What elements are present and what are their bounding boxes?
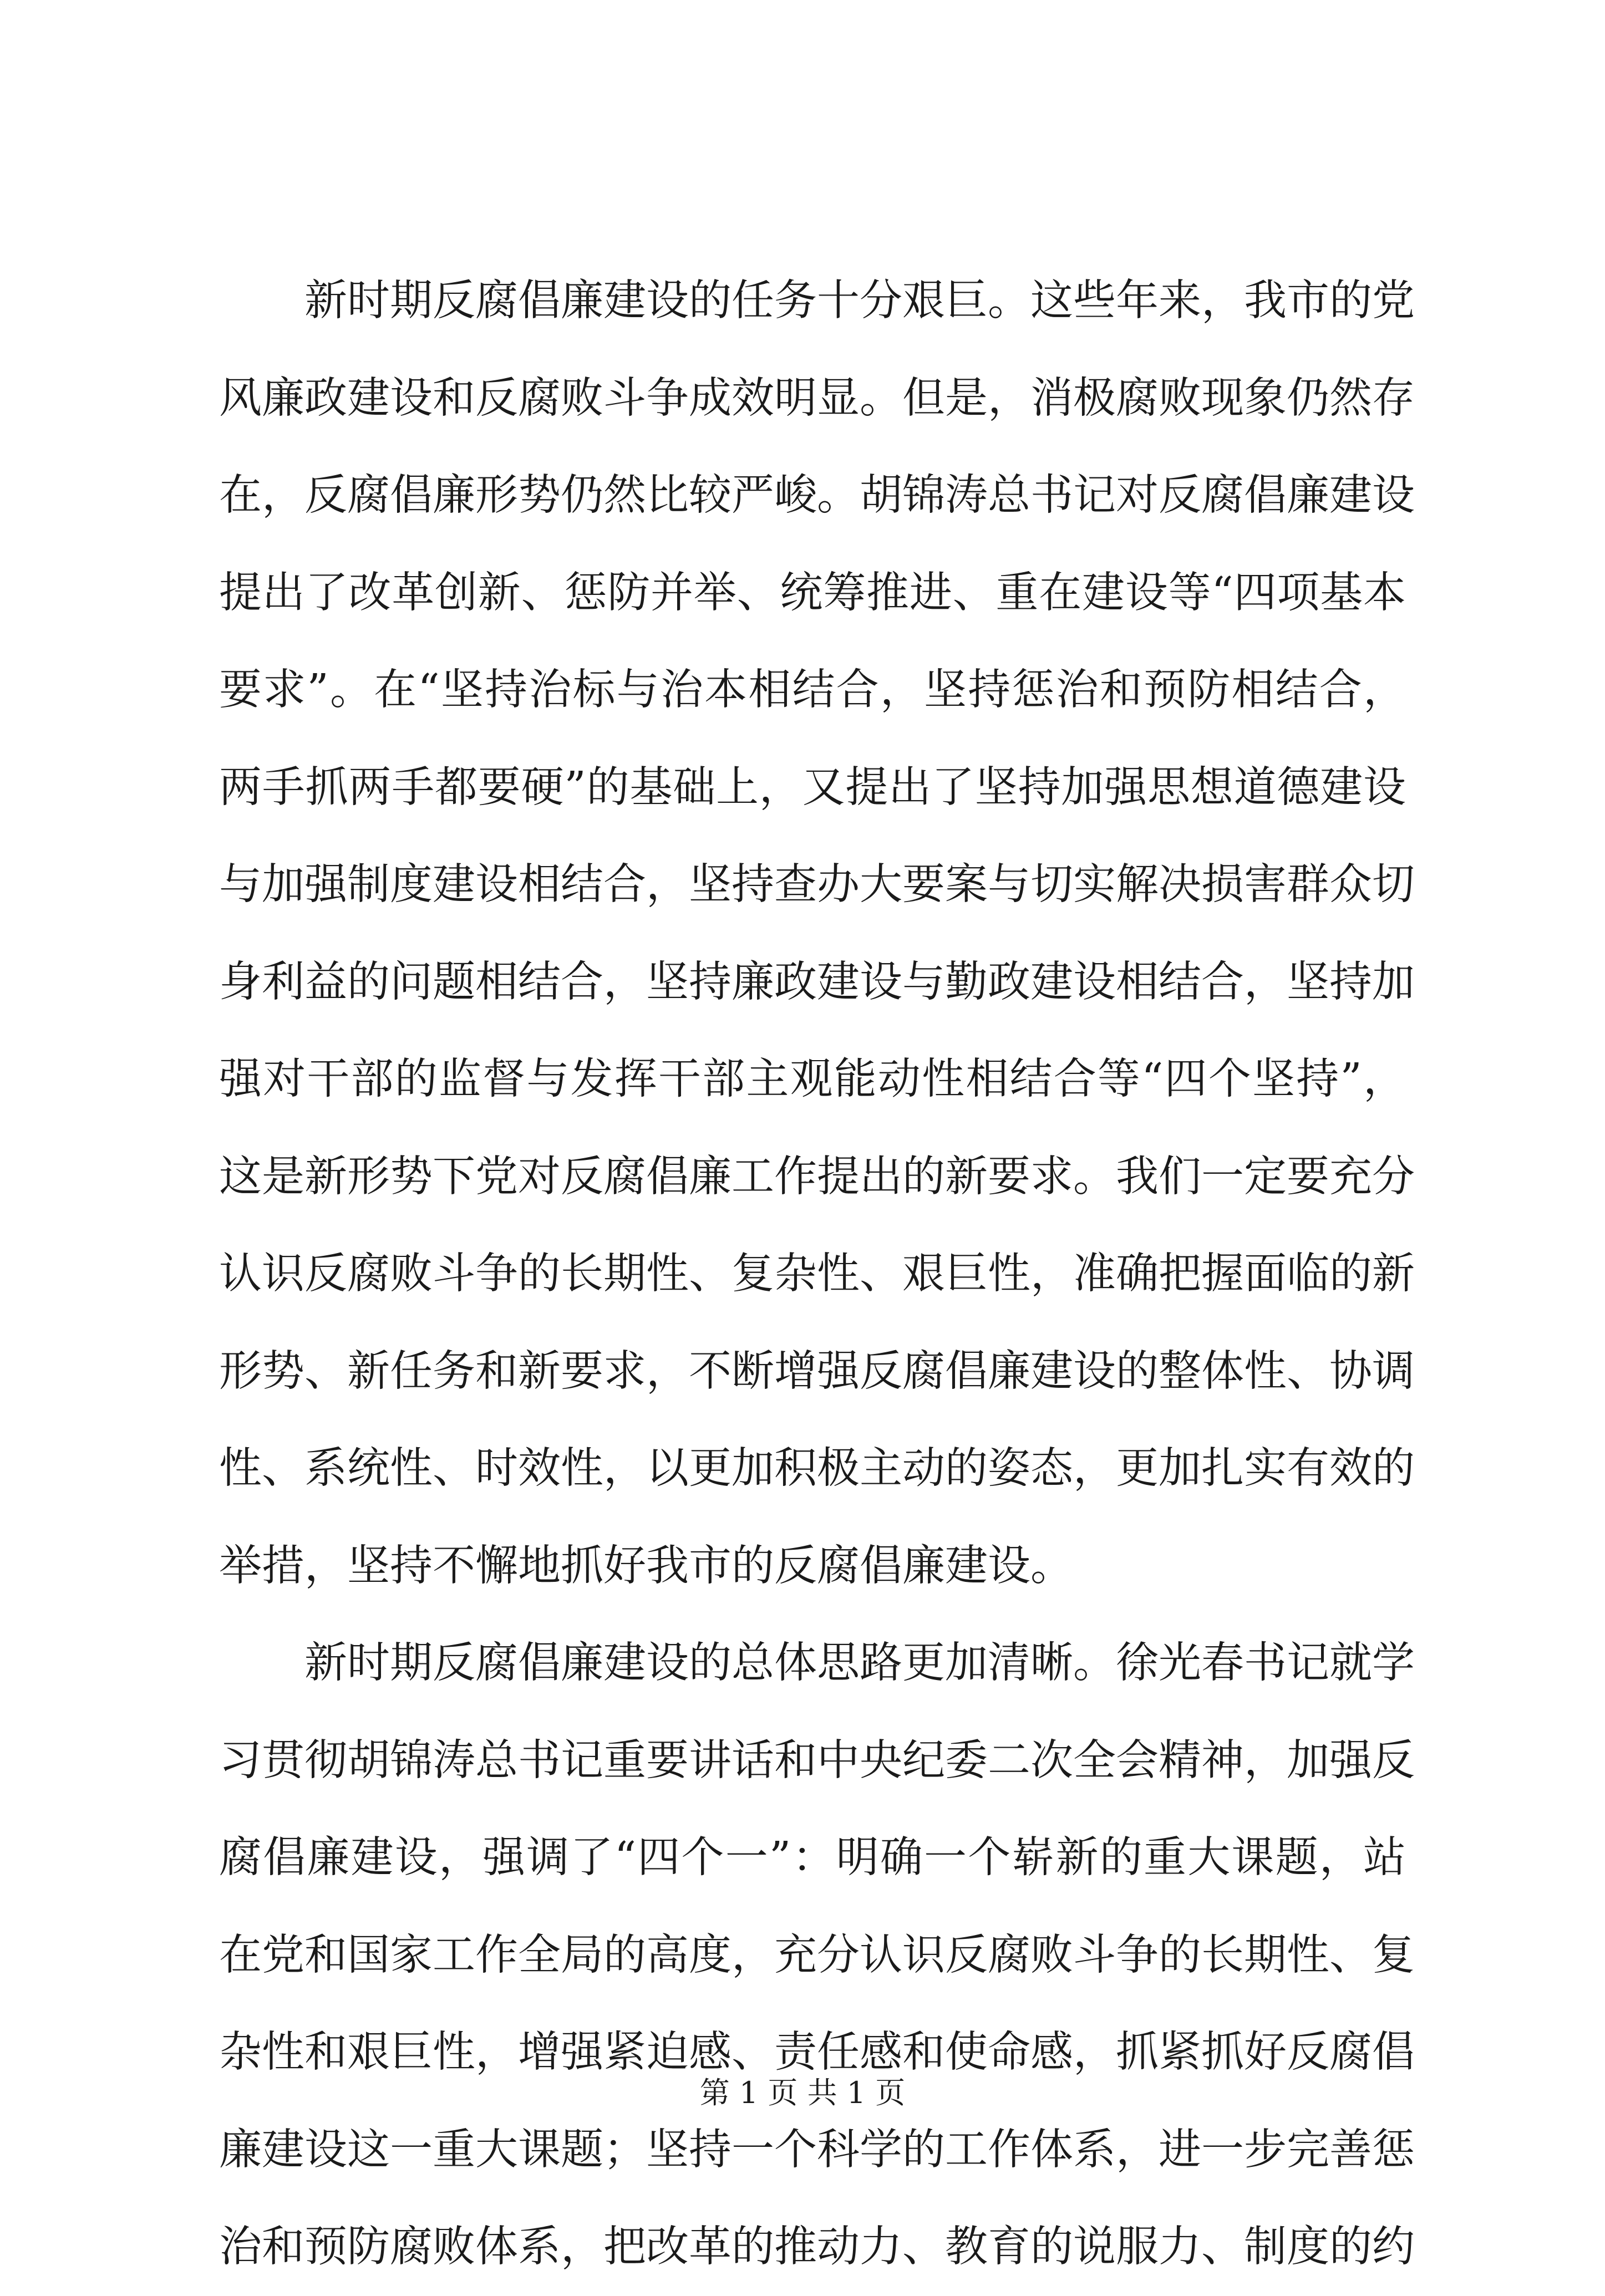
page-number: 第 1 页 共 1 页 bbox=[699, 2075, 906, 2110]
text-line: 风廉政建设和反腐败斗争成效明显。但是，消极腐败现象仍然存 bbox=[219, 373, 1415, 423]
text-line: 在党和国家工作全局的高度，充分认识反腐败斗争的长期性、复 bbox=[219, 1930, 1415, 1980]
text-line: 在，反腐倡廉形势仍然比较严峻。胡锦涛总书记对反腐倡廉建设 bbox=[219, 471, 1415, 520]
text-line: 强对干部的监督与发挥干部主观能动性相结合等“四个坚持”， bbox=[219, 1055, 1406, 1104]
text-line: 廉建设这一重大课题；坚持一个科学的工作体系，进一步完善惩 bbox=[219, 2125, 1415, 2175]
text-line: 治和预防腐败体系，把改革的推动力、教育的说服力、制度的约 bbox=[219, 2222, 1415, 2272]
text-line: 新时期反腐倡廉建设的总体思路更加清晰。徐光春书记就学 bbox=[304, 1638, 1415, 1688]
text-line: 习贯彻胡锦涛总书记重要讲话和中央纪委二次全会精神，加强反 bbox=[219, 1735, 1415, 1785]
text-line: 两手抓两手都要硬”的基础上，又提出了坚持加强思想道德建设 bbox=[219, 762, 1406, 812]
text-line: 与加强制度建设相结合，坚持查办大要案与切实解决损害群众切 bbox=[219, 860, 1415, 909]
page-footer bbox=[0, 2071, 1605, 2115]
document-body bbox=[219, 252, 1415, 2296]
text-line: 这是新形势下党对反腐倡廉工作提出的新要求。我们一定要充分 bbox=[219, 1152, 1415, 1202]
text-line: 杂性和艰巨性，增强紧迫感、责任感和使命感，抓紧抓好反腐倡 bbox=[219, 2028, 1415, 2077]
text-line: 形势、新任务和新要求，不断增强反腐倡廉建设的整体性、协调 bbox=[219, 1346, 1415, 1396]
text-line: 新时期反腐倡廉建设的任务十分艰巨。这些年来，我市的党 bbox=[304, 276, 1415, 325]
paragraph-1 bbox=[219, 252, 1415, 1615]
text-line: 身利益的问题相结合，坚持廉政建设与勤政建设相结合，坚持加 bbox=[219, 957, 1415, 1007]
text-line: 腐倡廉建设，强调了“四个一”：明确一个崭新的重大课题，站 bbox=[219, 1833, 1406, 1882]
text-line: 提出了改革创新、惩防并举、统筹推进、重在建设等“四项基本 bbox=[219, 568, 1406, 618]
text-line: 要求”。在“坚持治标与治本相结合，坚持惩治和预防相结合， bbox=[219, 665, 1406, 715]
text-line: 认识反腐败斗争的长期性、复杂性、艰巨性，准确把握面临的新 bbox=[219, 1249, 1415, 1299]
paragraph-2 bbox=[219, 1615, 1415, 2296]
text-line: 性、系统性、时效性，以更加积极主动的姿态，更加扎实有效的 bbox=[219, 1444, 1415, 1493]
text-line: 举措，坚持不懈地抓好我市的反腐倡廉建设。 bbox=[219, 1541, 1073, 1591]
